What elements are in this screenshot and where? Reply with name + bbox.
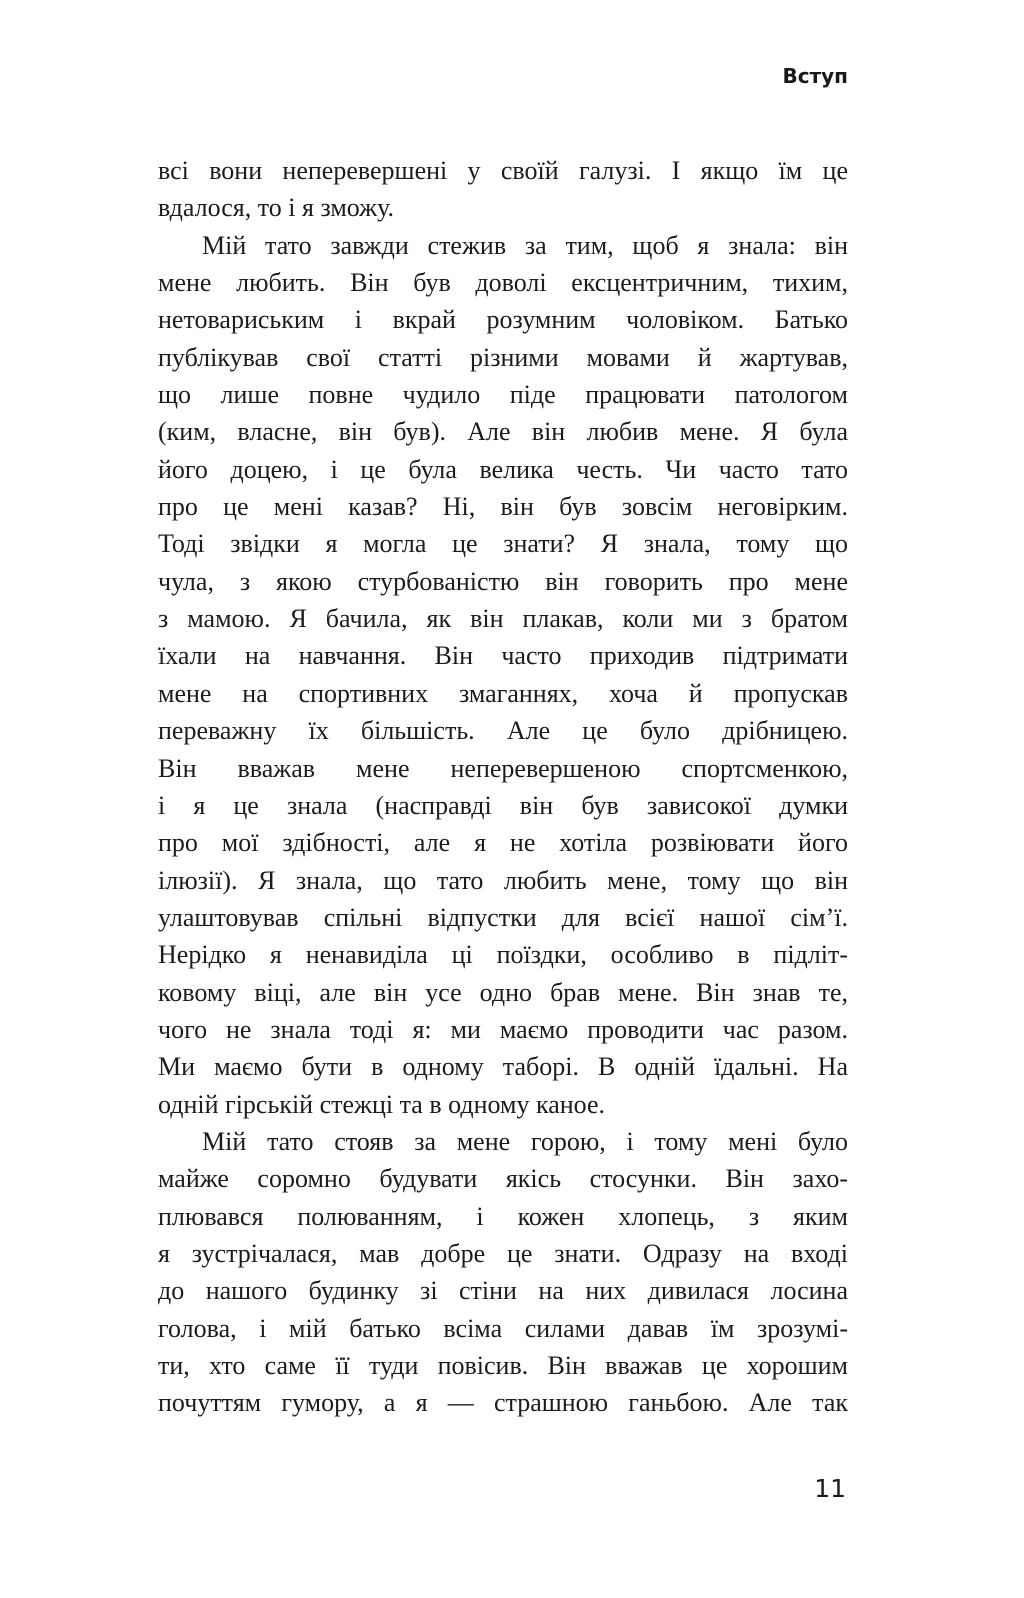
text-line: їхали на навчання. Він часто приходив підтримати — [158, 641, 848, 671]
text-line: ілюзії). Я знала, що тато любить мене, тому що він — [158, 865, 848, 895]
text-line: Мій тато завжди стежив за тим, щоб я знала: він — [202, 230, 848, 260]
text-line: чого не знала тоді я: ми маємо проводити час разом. — [158, 1014, 848, 1044]
text-line: Нерідко я ненавиділа ці поїздки, особливо в підліт- — [158, 940, 848, 970]
body-text — [158, 152, 848, 1422]
text-line: Мій тато стояв за мене горою, і тому мені було — [202, 1126, 848, 1156]
text-line: вдалося, то і я зможу. — [158, 193, 395, 223]
text-line: його доцею, і це була велика честь. Чи часто тато — [158, 454, 848, 484]
text-line: ковому віці, але він усе одно брав мене. Він знав те, — [158, 977, 848, 1007]
text-line: з мамою. Я бачила, як він плакав, коли ми з братом — [158, 604, 848, 634]
text-line: чула, з якою стурбованістю він говорить про мене — [158, 566, 848, 596]
text-line: почуттям гумору, а я — страшною ганьбою. Але так — [158, 1388, 848, 1418]
text-line: нетовариським і вкрай розумним чоловіком. Батько — [158, 305, 848, 335]
page-number: 11 — [814, 1474, 846, 1503]
text-line: і я це знала (насправді він був зависокої думки — [158, 790, 848, 820]
text-line: публікував свої статті різними мовами й жартував, — [158, 342, 848, 372]
text-line: плювався полюванням, і кожен хлопець, з яким — [158, 1201, 848, 1231]
text-line: Тоді звідки я могла це знати? Я знала, тому що — [158, 529, 848, 559]
text-line: (ким, власне, він був). Але він любив мене. Я була — [158, 417, 848, 447]
text-line: майже соромно будувати якісь стосунки. Він захо- — [158, 1164, 848, 1194]
text-line: всі вони неперевершені у своїй галузі. І якщо їм це — [158, 156, 848, 185]
text-line: я зустрічалася, мав добре це знати. Одразу на вході — [158, 1238, 848, 1268]
text-line: Ми маємо бути в одному таборі. В одній їдальні. На — [158, 1052, 848, 1082]
text-line: одній гірській стежці та в одному каное. — [158, 1089, 606, 1119]
text-line: що лише повне чудило піде працювати патологом — [158, 380, 848, 410]
text-line: мене любить. Він був доволі ексцентричним, тихим, — [158, 268, 848, 298]
running-header: Вступ — [782, 64, 848, 88]
text-line: до нашого будинку зі стіни на них дивилася лосина — [158, 1276, 848, 1306]
text-line: голова, і мій батько всіма силами давав їм зрозумі- — [158, 1313, 848, 1343]
text-line: мене на спортивних змаганнях, хоча й пропускав — [158, 678, 848, 708]
text-line: ти, хто саме її туди повісив. Він вважав це хорошим — [158, 1351, 848, 1380]
text-line: переважну їх більшість. Але це було дрібницею. — [158, 716, 848, 746]
text-line: Він вважав мене неперевершеною спортсменкою, — [158, 753, 848, 783]
text-line: улаштовував спільні відпустки для всієї нашої сім’ї. — [158, 902, 848, 932]
text-line: про це мені казав? Ні, він був зовсім неговірким. — [158, 492, 848, 522]
text-line: про мої здібності, але я не хотіла розвіювати його — [158, 828, 848, 858]
